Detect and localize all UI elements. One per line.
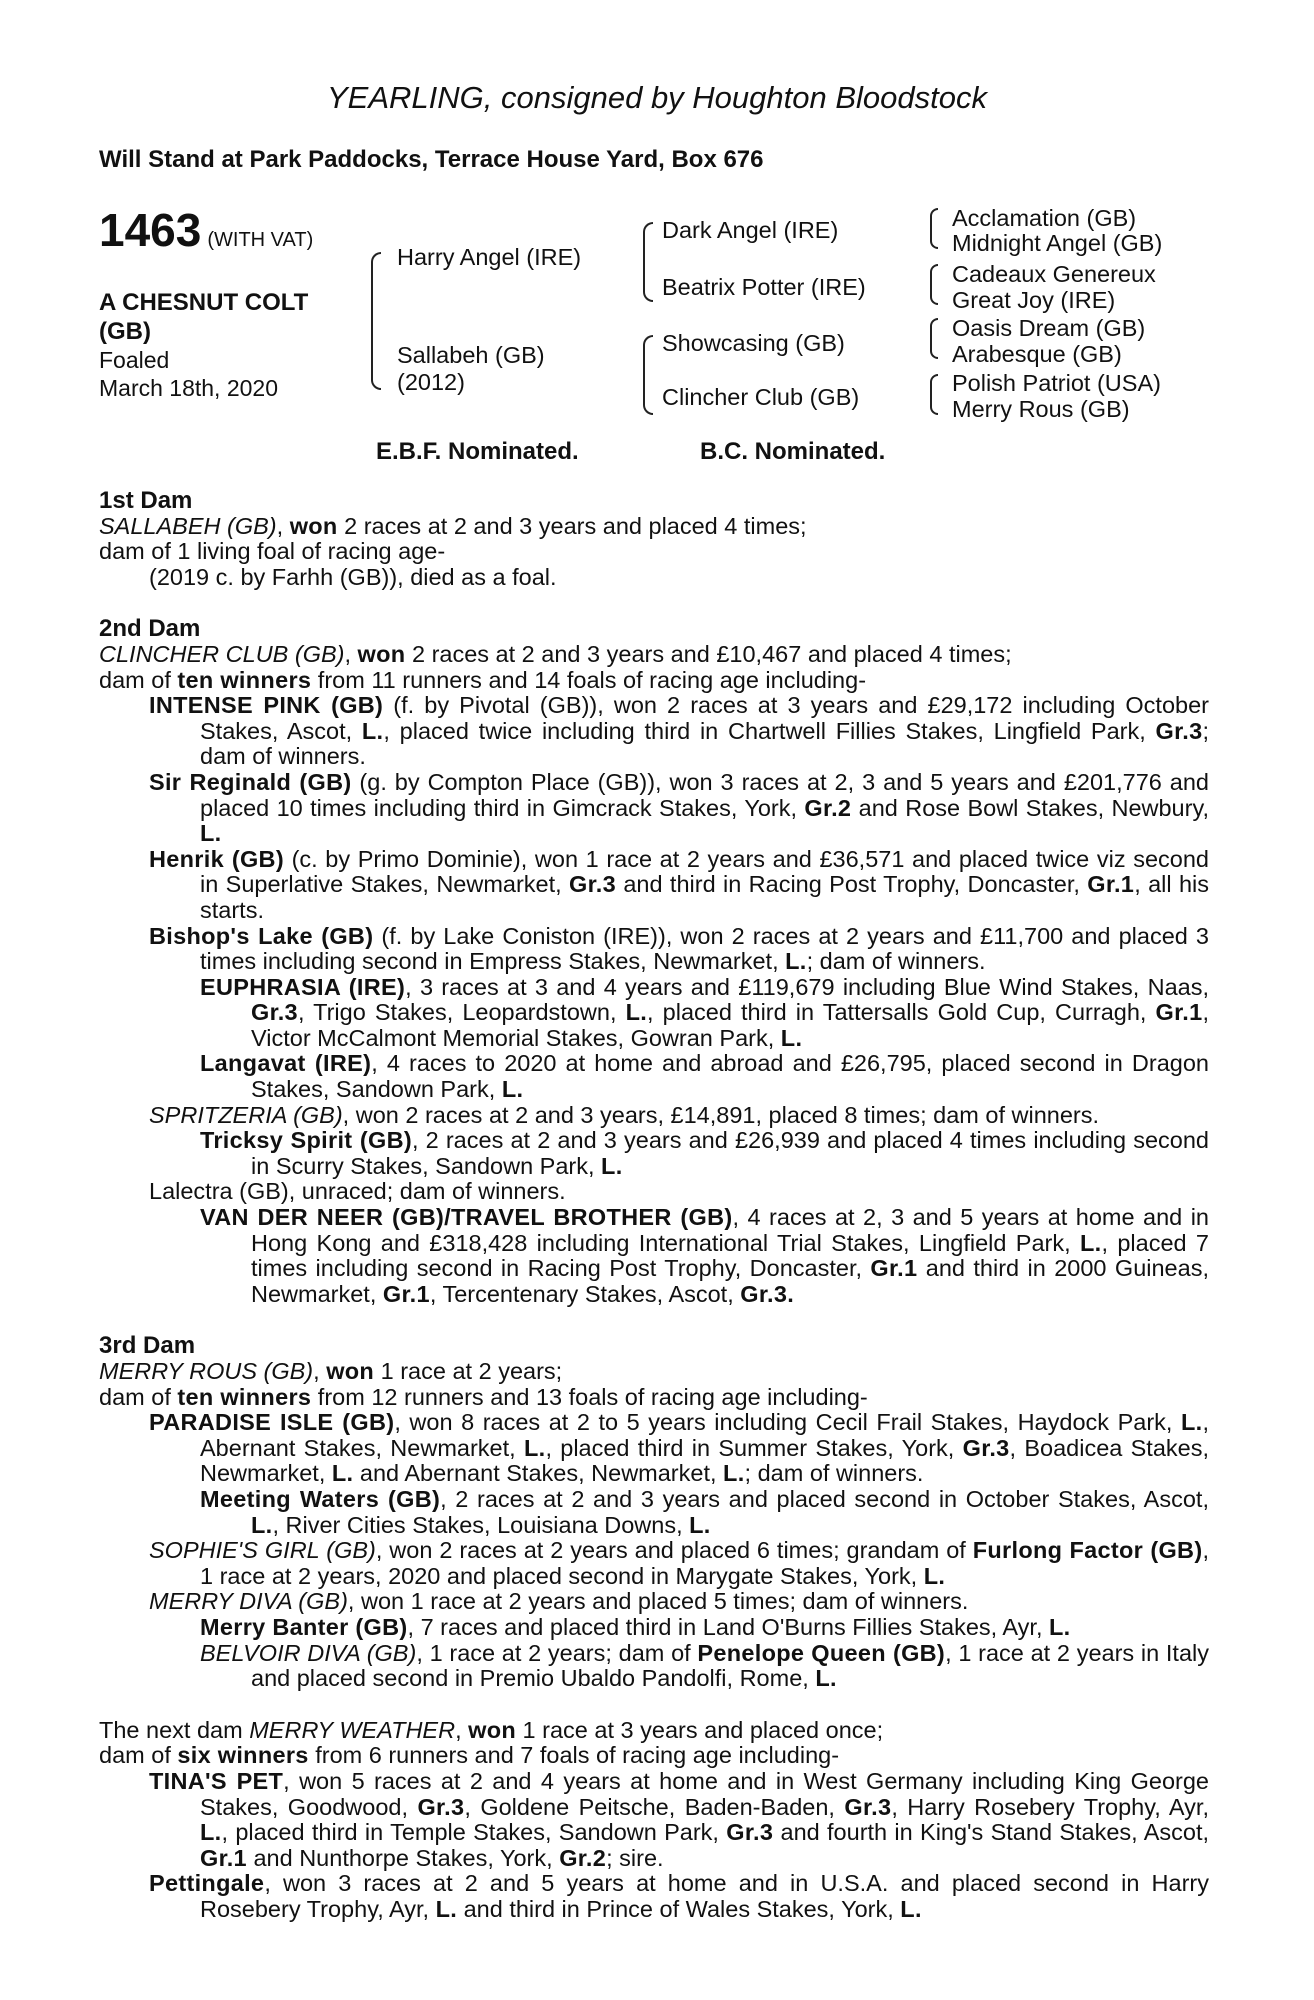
horse-name: SPRITZERIA (GB)	[149, 1101, 343, 1128]
produce-entry: Bishop's Lake (GB) (f. by Lake Coniston (IRE)), won 2 races at 2 years and £11,700 and placed 3 times including second in Empress Stakes, Newmarket, L.; dam of winners.	[149, 922, 1209, 975]
winners-count: six winners	[177, 1742, 309, 1769]
pedigree-sire-dam: Beatrix Potter (IRE)	[662, 274, 866, 300]
pedigree-dam-year: (2012)	[397, 369, 465, 395]
lot-number: 1463	[99, 204, 202, 256]
next-dam-produce: dam of six winners from 6 runners and 7 foals of racing age including-	[99, 1742, 840, 1769]
pedigree-ggp: Great Joy (IRE)	[952, 287, 1116, 313]
pedigree-ggp: Polish Patriot (USA)	[952, 370, 1161, 396]
horse-name: TINA'S PET	[149, 1767, 284, 1794]
third-dam-record: MERRY ROUS (GB), won 1 race at 2 years;	[99, 1358, 563, 1384]
pedigree-brace	[930, 374, 938, 415]
dam-name: MERRY WEATHER	[249, 1716, 456, 1743]
won-label: won	[468, 1716, 517, 1743]
produce-entry: TINA'S PET, won 5 races at 2 and 4 years at home and in West Germany including King George Stakes, Goodwood, Gr.3, Goldene Peitsche, Baden-Baden, Gr.3, Harry Rosebery Trophy, Ayr, L., placed third in Temple Stakes, Sandown Park, Gr.3 and fourth in King's Stand Stakes, Ascot, Gr.1 and Nunthorpe Stakes, York, Gr.2; sire.	[149, 1767, 1209, 1871]
produce-entry: PARADISE ISLE (GB), won 8 races at 2 to 5 years including Cecil Frail Stakes, Haydock Park, L., Abernant Stakes, Newmarket, L., placed third in Summer Stakes, York, Gr.3, Boadicea Stakes, Newmarket, L. and Abernant Stakes, Newmarket, L.; dam of winners.	[149, 1409, 1209, 1487]
dam-name: SALLABEH (GB)	[99, 512, 277, 539]
pedigree-dam: Sallabeh (GB)	[397, 342, 545, 368]
produce-entry: BELVOIR DIVA (GB), 1 race at 2 years; dam of Penelope Queen (GB), 1 race at 2 years in Italy and placed second in Premio Ubaldo Pandolfi, Rome, L.	[200, 1639, 1209, 1692]
produce-entry: Tricksy Spirit (GB), 2 races at 2 and 3 years and £26,939 and placed 4 times including second in Scurry Stakes, Sandown Park, L.	[200, 1127, 1209, 1179]
pedigree-ggp: Midnight Angel (GB)	[952, 230, 1163, 256]
produce-entry: Meeting Waters (GB), 2 races at 2 and 3 years and placed second in October Stakes, Ascot, L., River Cities Stakes, Louisiana Downs, L.	[200, 1485, 1209, 1538]
stabling-location: Will Stand at Park Paddocks, Terrace House Yard, Box 676	[99, 146, 764, 173]
produce-entry: VAN DER NEER (GB)/TRAVEL BROTHER (GB), 4 races at 2, 3 and 5 years at home and in Hong Kong and £318,428 including International Trial Stakes, Lingfield Park, L., placed 7 times including second in Racing Post Trophy, Doncaster, Gr.1 and third in 2000 Guineas, Newmarket, Gr.1, Tercentenary Stakes, Ascot, Gr.3.	[200, 1204, 1210, 1307]
horse-name: BELVOIR DIVA (GB)	[200, 1639, 417, 1666]
second-dam-produce	[99, 668, 1209, 694]
runners-text: from 11 runners and 14 foals of racing age including-	[311, 666, 867, 693]
pedigree-sire: Harry Angel (IRE)	[397, 244, 582, 270]
produce-entry: Pettingale, won 3 races at 2 and 5 years at home and in U.S.A. and placed second in Harry Rosebery Trophy, Ayr, L. and third in Prince of Wales Stakes, York, L.	[149, 1870, 1209, 1922]
horse-name: Pettingale	[149, 1870, 265, 1897]
dam-name: MERRY ROUS (GB)	[99, 1358, 314, 1384]
horse-name: Langavat (IRE)	[200, 1050, 372, 1077]
horse-name: INTENSE PINK (GB)	[149, 692, 384, 719]
lot-country: (GB)	[99, 318, 151, 345]
won-label: won	[326, 1358, 375, 1384]
pedigree-dam-dam: Clincher Club (GB)	[662, 384, 860, 410]
first-dam-foal-entry: (2019 c. by Farhh (GB)), died as a foal.	[149, 563, 557, 590]
horse-name: MERRY DIVA (GB)	[149, 1588, 348, 1615]
pedigree-ggp: Cadeaux Genereux	[952, 261, 1156, 287]
second-dam-record: CLINCHER CLUB (GB), won 2 races at 2 and 3 years and £10,467 and placed 4 times;	[99, 640, 1012, 667]
vat-note: (WITH VAT)	[207, 229, 314, 251]
horse-name: EUPHRASIA (IRE)	[200, 973, 406, 1000]
pedigree-brace	[930, 208, 938, 249]
first-dam-foals: dam of 1 living foal of racing age-	[99, 538, 446, 565]
first-dam-record: SALLABEH (GB), won 2 races at 2 and 3 years and placed 4 times;	[99, 512, 807, 539]
won-label: won	[357, 640, 406, 667]
winners-count: ten winners	[177, 1383, 312, 1410]
pedigree-brace	[930, 318, 938, 359]
produce-entry: SOPHIE'S GIRL (GB), won 2 races at 2 years and placed 6 times; grandam of Furlong Factor (GB), 1 race at 2 years, 2020 and placed second in Marygate Stakes, York, L.	[149, 1537, 1209, 1589]
produce-record	[99, 488, 1209, 1922]
record-text: 1 race at 2 years;	[374, 1358, 563, 1384]
horse-name: Sir Reginald (GB)	[149, 768, 352, 795]
third-dam-produce: dam of ten winners from 12 runners and 13 foals of racing age including-	[99, 1383, 868, 1410]
produce-entry: Henrik (GB) (c. by Primo Dominie), won 1 race at 2 years and £36,571 and placed twice viz second in Superlative Stakes, Newmarket, Gr.3 and third in Racing Post Trophy, Doncaster, Gr.1, all his starts.	[149, 845, 1209, 923]
produce-entry: Sir Reginald (GB) (g. by Compton Place (GB)), won 3 races at 2, 3 and 5 years and £201,776 and placed 10 times including third in Gimcrack Stakes, York, Gr.2 and Rose Bowl Stakes, Newbury, L.	[149, 768, 1209, 847]
produce-entry: MERRY DIVA (GB), won 1 race at 2 years and placed 5 times; dam of winners.	[149, 1588, 969, 1615]
next-dam-record: The next dam MERRY WEATHER, won 1 race at 3 years and placed once;	[99, 1716, 884, 1743]
won-label: won	[289, 512, 338, 539]
horse-name: Meeting Waters (GB)	[200, 1485, 441, 1512]
pedigree-brace	[371, 252, 381, 390]
horse-name: VAN DER NEER (GB)/TRAVEL BROTHER (GB)	[200, 1204, 733, 1231]
lot-block	[99, 206, 359, 402]
pedigree-ggp: Merry Rous (GB)	[952, 396, 1130, 422]
produce-entry: Merry Banter (GB), 7 races and placed third in Land O'Burns Fillies Stakes, Ayr, L.	[200, 1613, 1071, 1640]
pedigree-ggp: Arabesque (GB)	[952, 341, 1122, 367]
produce-entry: SPRITZERIA (GB), won 2 races at 2 and 3 years, £14,891, placed 8 times; dam of winners.	[149, 1101, 1100, 1128]
record-text: 2 races at 2 and 3 years and placed 4 times;	[337, 512, 807, 539]
produce-entry: Lalectra (GB), unraced; dam of winners.	[149, 1178, 566, 1205]
winners-count: ten winners	[177, 666, 312, 693]
horse-name: SOPHIE'S GIRL (GB)	[149, 1537, 376, 1564]
third-dam-heading: 3rd Dam	[99, 1332, 196, 1360]
consignor-title: YEARLING, consigned by Houghton Bloodstock	[327, 80, 987, 115]
second-dam-heading: 2nd Dam	[99, 615, 201, 643]
horse-name: Tricksy Spirit (GB)	[200, 1127, 412, 1154]
dam-of-text: dam of	[99, 666, 178, 693]
foaled-label: Foaled	[99, 347, 170, 373]
horse-name: Bishop's Lake (GB)	[149, 922, 374, 949]
horse-name: Henrik (GB)	[149, 845, 284, 872]
ebf-nomination: E.B.F. Nominated.	[376, 438, 579, 465]
pedigree-ggp: Oasis Dream (GB)	[952, 315, 1146, 341]
pedigree-ggp: Acclamation (GB)	[952, 205, 1137, 231]
record-text: 2 races at 2 and 3 years and £10,467 and placed 4 times;	[405, 640, 1012, 667]
produce-entry: INTENSE PINK (GB) (f. by Pivotal (GB)), won 2 races at 3 years and £29,172 including October Stakes, Ascot, L., placed twice including third in Chartwell Fillies Stakes, Lingfield Park, Gr.3; dam of winners.	[149, 692, 1209, 770]
lot-description: A CHESNUT COLT	[99, 289, 309, 316]
horse-name: Merry Banter (GB)	[200, 1613, 408, 1640]
pedigree-brace	[643, 222, 653, 302]
foaled-date: March 18th, 2020	[99, 375, 279, 401]
pedigree-dam-sire: Showcasing (GB)	[662, 330, 845, 356]
pedigree-brace	[930, 264, 938, 305]
horse-name: PARADISE ISLE (GB)	[149, 1409, 395, 1436]
first-dam-heading: 1st Dam	[99, 487, 193, 514]
pedigree-sire-sire: Dark Angel (IRE)	[662, 217, 839, 243]
produce-entry: EUPHRASIA (IRE), 3 races at 3 and 4 years and £119,679 including Blue Wind Stakes, Naas, Gr.3, Trigo Stakes, Leopardstown, L., placed third in Tattersalls Gold Cup, Curragh, Gr.1, Victor McCalmont Memorial Stakes, Gowran Park, L.	[200, 973, 1209, 1051]
pedigree-brace	[643, 335, 653, 415]
dam-name: CLINCHER CLUB (GB)	[99, 640, 345, 667]
bc-nomination: B.C. Nominated.	[700, 438, 886, 465]
produce-entry: Langavat (IRE), 4 races to 2020 at home and abroad and £26,795, placed second in Dragon Stakes, Sandown Park, L.	[200, 1050, 1209, 1103]
